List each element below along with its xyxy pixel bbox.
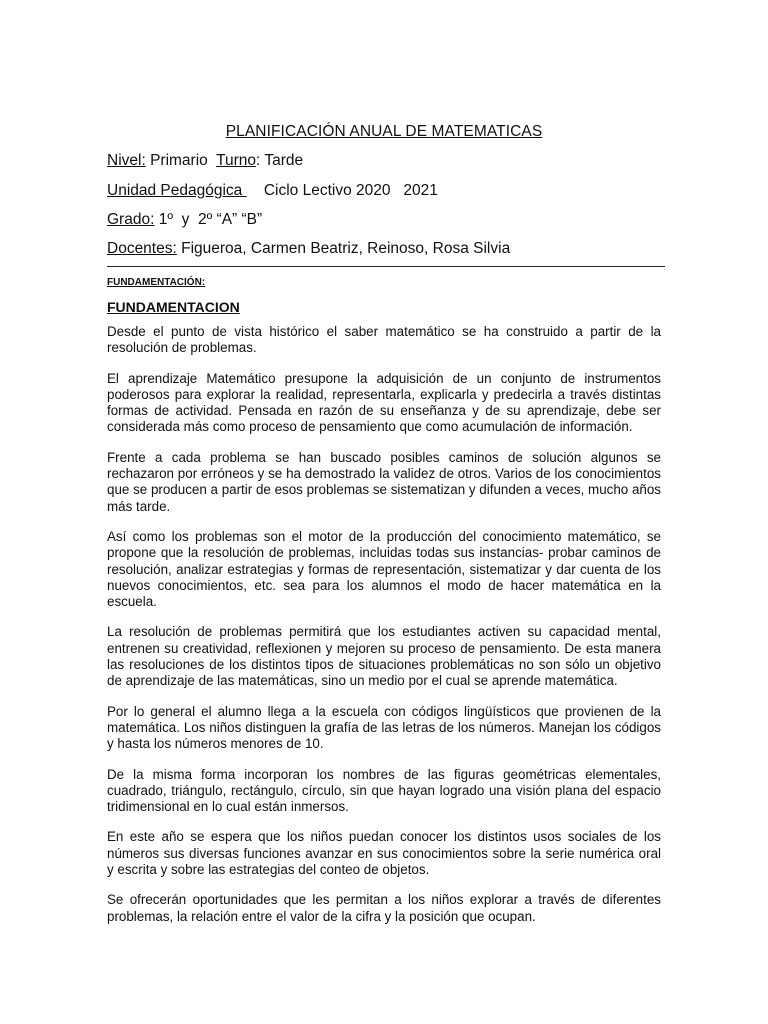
unidad-ciclo-line [107,182,438,200]
header-divider [107,266,665,267]
paragraph: Por lo general el alumno llega a la escuela con códigos lingüísticos que provienen de la matemática. Los niños distinguen la grafía de las letras de los números. Manejan los códigos y hasta los números menores de 10. [107,703,661,752]
section-heading-small: FUNDAMENTACIÓN: [107,277,206,288]
unidad-label: Unidad Pedagógica [107,182,247,199]
paragraph: Se ofrecerán oportunidades que les permitan a los niños explorar a través de diferentes problemas, la relación entre el valor de la cifra y la posición que ocupan. [107,892,661,924]
docentes-label: Docentes: [107,240,177,257]
paragraph: De la misma forma incorporan los nombres de las figuras geométricas elementales, cuadrado, triángulo, rectángulo, círculo, sin que hayan logrado una visión plana del espacio tridimensional en lo cual están inmersos. [107,766,661,815]
section-heading: FUNDAMENTACION [107,299,240,315]
grado-value: 1º y 2º “A” “B” [154,211,263,228]
nivel-turno-line [107,152,303,170]
docentes-value: Figueroa, Carmen Beatriz, Reinoso, Rosa Silvia [176,240,511,257]
docentes-line [107,240,510,258]
grado-line [107,211,262,229]
paragraph: El aprendizaje Matemático presupone la adquisición de un conjunto de instrumentos poderosos para explorar la realidad, representarla, explicarla y predecirla a través distintas formas de actividad. Pensada en razón de su enseñanza y de su aprendizaje, debe ser considerada más como proceso de pensamiento que como acumulación de información. [107,370,661,435]
grado-label: Grado: [107,211,155,228]
paragraph: La resolución de problemas permitirá que los estudiantes activen su capacidad mental, entrenen su creatividad, reflexionen y mejoren su proceso de pensamiento. De esta manera las resoluciones de los distintos tipos de situaciones problemáticas no son sólo un objetivo de aprendizaje de las matemáticas, sino un medio por el cual se aprende matemática. [107,624,661,689]
paragraph: Así como los problemas son el motor de la producción del conocimiento matemático, se propone que la resolución de problemas, incluidas todas sus instancias- probar caminos de resolución, analizar estrategias y formas de representación, sistematizar y dar cuenta de los nuevos conocimientos, etc. sea para los alumnos el modo de hacer matemática en la escuela. [107,528,661,610]
paragraph: En este año se espera que los niños puedan conocer los distintos usos sociales de los números sus diversas funciones avanzar en sus conocimientos sobre la serie numérica oral y escrita y sobre las estrategias del conteo de objetos. [107,829,661,878]
nivel-value: Primario [145,152,217,169]
body-text [107,324,661,939]
turno-value: : Tarde [256,152,304,169]
paragraph: Desde el punto de vista histórico el saber matemático se ha construido a partir de la resolución de problemas. [107,324,661,356]
turno-label: Turno [216,152,257,169]
document-title: PLANIFICACIÓN ANUAL DE MATEMATICAS [225,123,543,140]
ciclo-lectivo: Ciclo Lectivo 2020 2021 [246,182,438,199]
paragraph: Frente a cada problema se han buscado posibles caminos de solución algunos se rechazaron por erróneos y se ha demostrado la validez de otros. Varios de los conocimientos que se producen a partir de esos problemas se sistematizan y difunden a veces, mucho años más tarde. [107,449,661,514]
nivel-label: Nivel: [107,152,146,169]
